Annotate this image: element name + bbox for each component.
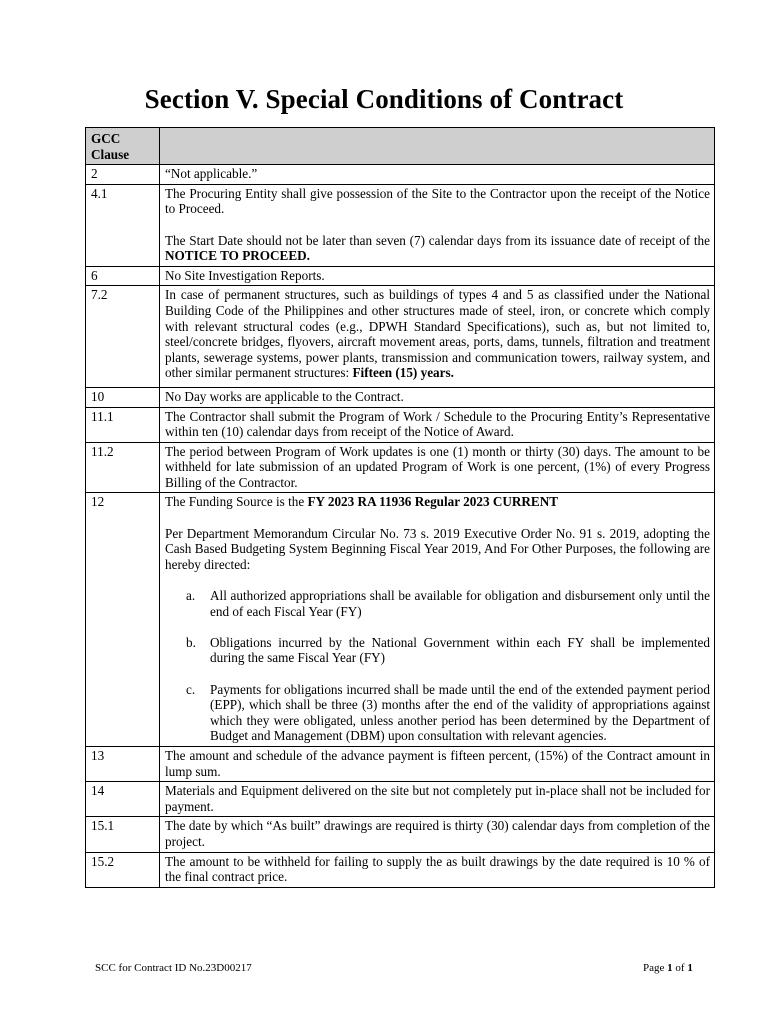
table-row xyxy=(86,184,715,266)
clause-text-cell xyxy=(160,184,715,266)
clause-text: The date by which “As built” drawings are required is thirty (30) calendar days from completion of the project. xyxy=(160,817,715,852)
clause-number: 11.1 xyxy=(86,407,160,442)
clause-number: 7.2 xyxy=(86,286,160,388)
table-row xyxy=(86,746,715,781)
page-of-label: of xyxy=(672,962,688,974)
clause-text-cell xyxy=(160,493,715,747)
liability-period-emphasis: Fifteen (15) years. xyxy=(352,365,454,381)
clause-paragraph: The Procuring Entity shall give possession of the Site to the Contractor upon the receipt of the Notice to Proceed. xyxy=(165,185,710,217)
table-row xyxy=(86,286,715,388)
memorandum-intro: Per Department Memorandum Circular No. 73 s. 2019 Executive Order No. 91 s. 2019, adopting the Cash Based Budgeting System Beginning Fiscal Year 2019, And For Other Purposes, the following are hereby directed: xyxy=(165,525,710,572)
list-marker: a. xyxy=(186,588,196,604)
clause-text: The Contractor shall submit the Program of Work / Schedule to the Procuring Entity’s Representative within ten (10) calendar days from receipt of the Notice of Award. xyxy=(160,407,715,442)
clause-text: The period between Program of Work updates is one (1) month or thirty (30) days. The amount to be withheld for late submission of an updated Program of Work is one percent, (1%) of every Progress Billing of the Contractor. xyxy=(160,442,715,493)
list-marker: b. xyxy=(186,634,196,650)
funding-label: The Funding Source is the xyxy=(165,494,308,510)
table-row xyxy=(86,782,715,817)
table-row xyxy=(86,852,715,887)
clause-number: 12 xyxy=(86,493,160,747)
list-item xyxy=(186,588,710,619)
paragraph-text: The Start Date should not be later than seven (7) calendar days from its issuance date of receipt of the xyxy=(165,232,710,248)
clause-number: 4.1 xyxy=(86,184,160,266)
list-item-text: Obligations incurred by the National Government within each FY shall be implemented during the same Fiscal Year (FY) xyxy=(210,634,710,666)
list-item xyxy=(186,682,710,744)
clause-text: Materials and Equipment delivered on the site but not completely put in-place shall not be included for payment. xyxy=(160,782,715,817)
clause-number: 11.2 xyxy=(86,442,160,493)
list-item xyxy=(186,635,710,666)
table-row xyxy=(86,387,715,407)
special-conditions-table xyxy=(85,127,715,888)
clause-number: 13 xyxy=(86,746,160,781)
notice-to-proceed-emphasis: NOTICE TO PROCEED. xyxy=(165,248,310,264)
clause-number: 10 xyxy=(86,387,160,407)
clause-text: In case of permanent structures, such as buildings of types 4 and 5 as classified under the National Building Code of the Philippines and other structures made of steel, iron, or concrete which comply with relevant structural codes (e.g., DPWH Standard Specifications), such as, but not limited to, steel/concrete bridges, flyovers, aircraft movement areas, ports, dams, tunnels, filtration and treatment plants, sewerage systems, power plants, transmission and communication towers, railway system, and other similar permanent structures: xyxy=(165,287,710,381)
header-clause-line1: GCC xyxy=(91,131,121,146)
table-row xyxy=(86,266,715,286)
funding-source xyxy=(165,494,710,510)
clause-text: The amount and schedule of the advance payment is fifteen percent, (15%) of the Contract amount in lump sum. xyxy=(160,746,715,781)
clause-number: 15.2 xyxy=(86,852,160,887)
table-row xyxy=(86,493,715,747)
page-label: Page xyxy=(643,962,668,974)
clause-text: No Day works are applicable to the Contract. xyxy=(160,387,715,407)
funding-source-value: FY 2023 RA 11936 Regular 2023 CURRENT xyxy=(307,494,559,510)
list-item-text: Payments for obligations incurred shall be made until the end of the extended payment period (EPP), which shall be three (3) months after the end of the validity of appropriations against which they were obligated, unless another period has been determined by the Department of Budget and Management (DBM) upon consultation with relevant agencies. xyxy=(210,681,710,744)
table-row xyxy=(86,817,715,852)
clause-text: “Not applicable.” xyxy=(160,165,715,185)
clause-paragraph xyxy=(165,233,710,264)
clause-number: 15.1 xyxy=(86,817,160,852)
page-title: Section V. Special Conditions of Contract xyxy=(144,84,624,114)
table-row xyxy=(86,165,715,185)
page-current: 1 xyxy=(667,962,673,974)
list-marker: c. xyxy=(186,681,196,697)
clause-number: 2 xyxy=(86,165,160,185)
clause-number: 6 xyxy=(86,266,160,286)
clause-text: The amount to be withheld for failing to supply the as built drawings by the date required is 10 % of the final contract price. xyxy=(160,852,715,887)
clause-text: No Site Investigation Reports. xyxy=(160,266,715,286)
clause-number: 14 xyxy=(86,782,160,817)
table-row xyxy=(86,407,715,442)
footer-page-number xyxy=(643,962,693,974)
table-header-row xyxy=(86,128,715,165)
footer-contract-id: SCC for Contract ID No.23D00217 xyxy=(95,962,252,974)
clause-text-cell xyxy=(160,286,715,388)
header-clause-line2: Clause xyxy=(91,146,130,162)
header-clause-cell xyxy=(86,128,160,165)
header-text-cell xyxy=(160,128,715,165)
table-row xyxy=(86,442,715,493)
page-total: 1 xyxy=(687,962,693,974)
list-item-text: All authorized appropriations shall be available for obligation and disbursement only until the end of each Fiscal Year (FY) xyxy=(210,588,710,619)
